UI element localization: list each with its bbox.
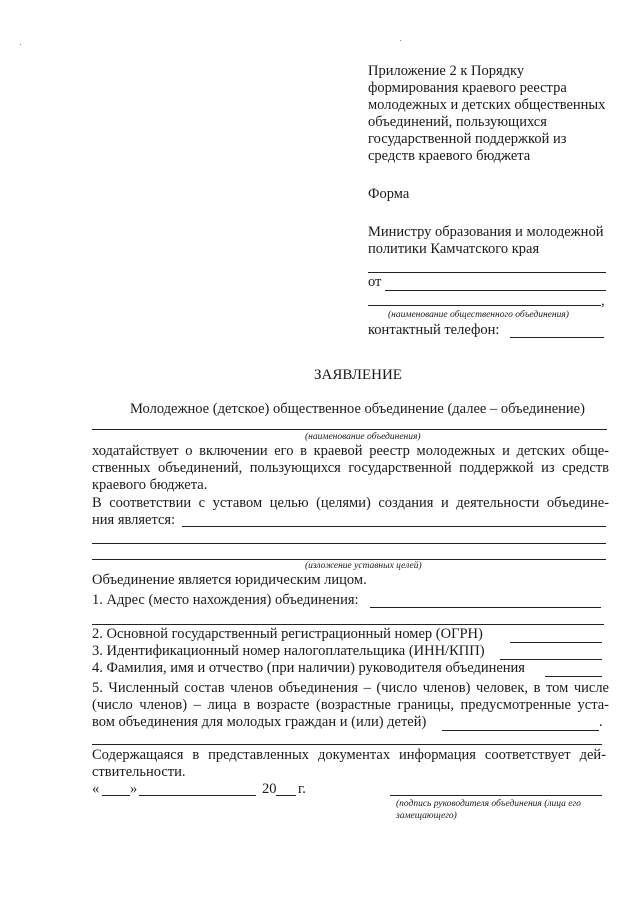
from-label: от (368, 274, 382, 290)
appendix-line: объединений, пользующихся (368, 114, 547, 130)
signature-hint: замещающего) (396, 811, 457, 821)
accuracy-line: Содержащаяся в представленных документах информация соответствует дей- (92, 747, 606, 763)
item-3: 3. Идентификационный номер налогоплательщика (ИНН/КПП) (92, 643, 485, 659)
goals-field-line (92, 543, 606, 544)
petition-line: ходатайствует о включении его в краевой реестр молодежных и детских обще- (92, 443, 609, 459)
item-5-line: 5. Численный состав членов объединения – (число членов) человек, в том числе (92, 680, 609, 696)
blank-line (92, 744, 602, 745)
petition-line: краевого бюджета. (92, 477, 208, 493)
director-field-line (545, 676, 602, 677)
appendix-line: формирования краевого реестра (368, 80, 567, 96)
phone-label: контактный телефон: (368, 322, 500, 338)
goals-line: ния является: (92, 512, 176, 528)
from-field-line (385, 290, 606, 291)
month-field-line (139, 795, 256, 796)
ogrn-field-line (510, 642, 602, 643)
goals-field-line (182, 526, 606, 527)
age-field-line (442, 730, 599, 731)
period: . (599, 714, 603, 730)
signature-hint: (подпись руководителя объединения (лица его (396, 799, 581, 809)
item-2: 2. Основной государственный регистрационный номер (ОГРН) (92, 626, 483, 642)
item-1: 1. Адрес (место нахождения) объединения: (92, 592, 359, 608)
address-field-line (370, 607, 601, 608)
item-5-line: (число членов) – лица в возрасте (возрастные границы, предусмотренные уста- (92, 697, 609, 713)
legal-entity-text: Объединение является юридическим лицом. (92, 572, 367, 588)
goals-hint: (изложение уставных целей) (305, 561, 422, 571)
intro-text: Молодежное (детское) общественное объединение (далее – объединение) (130, 401, 585, 417)
addressee-line: политики Камчатского края (368, 241, 540, 257)
item-4: 4. Фамилия, имя и отчество (при наличии) руководителя объединения (92, 660, 525, 676)
appendix-line: государственной поддержкой из (368, 131, 567, 147)
date-quote-open: « (92, 781, 100, 797)
date-quote-close: » (130, 781, 138, 797)
goals-field-line (92, 559, 606, 560)
scan-speck (20, 44, 21, 45)
day-field-line (102, 795, 130, 796)
goals-line: В соответствии с уставом целью (целями) создания и деятельности объедине- (92, 495, 609, 511)
year-field-line (276, 795, 296, 796)
year-suffix: г. (298, 781, 306, 797)
org-name-field-line (368, 305, 601, 306)
signature-line (390, 795, 602, 796)
item-5-line: вом объединения для молодых граждан и (или) детей) (92, 714, 427, 730)
phone-field-line (510, 337, 604, 338)
blank-line (368, 272, 606, 273)
appendix-line: средств краевого бюджета (368, 148, 531, 164)
appendix-line: молодежных и детских общественных (368, 97, 606, 113)
address-field-line (92, 624, 604, 625)
form-label: Форма (368, 186, 410, 202)
org-name-hint: (наименование общественного объединения) (388, 310, 569, 320)
org-name-line (92, 429, 607, 430)
org-name-hint: (наименование объединения) (305, 432, 421, 442)
addressee-line: Министру образования и молодежной (368, 224, 604, 240)
document-title: ЗАЯВЛЕНИЕ (314, 367, 402, 383)
scan-speck (400, 40, 401, 41)
accuracy-line: ствительности. (92, 764, 186, 780)
appendix-line: Приложение 2 к Порядку (368, 63, 525, 79)
comma: , (601, 293, 605, 309)
year-prefix: 20 (262, 781, 277, 797)
petition-line: ственных объединений, пользующихся государственной поддержкой из средств (92, 460, 609, 476)
